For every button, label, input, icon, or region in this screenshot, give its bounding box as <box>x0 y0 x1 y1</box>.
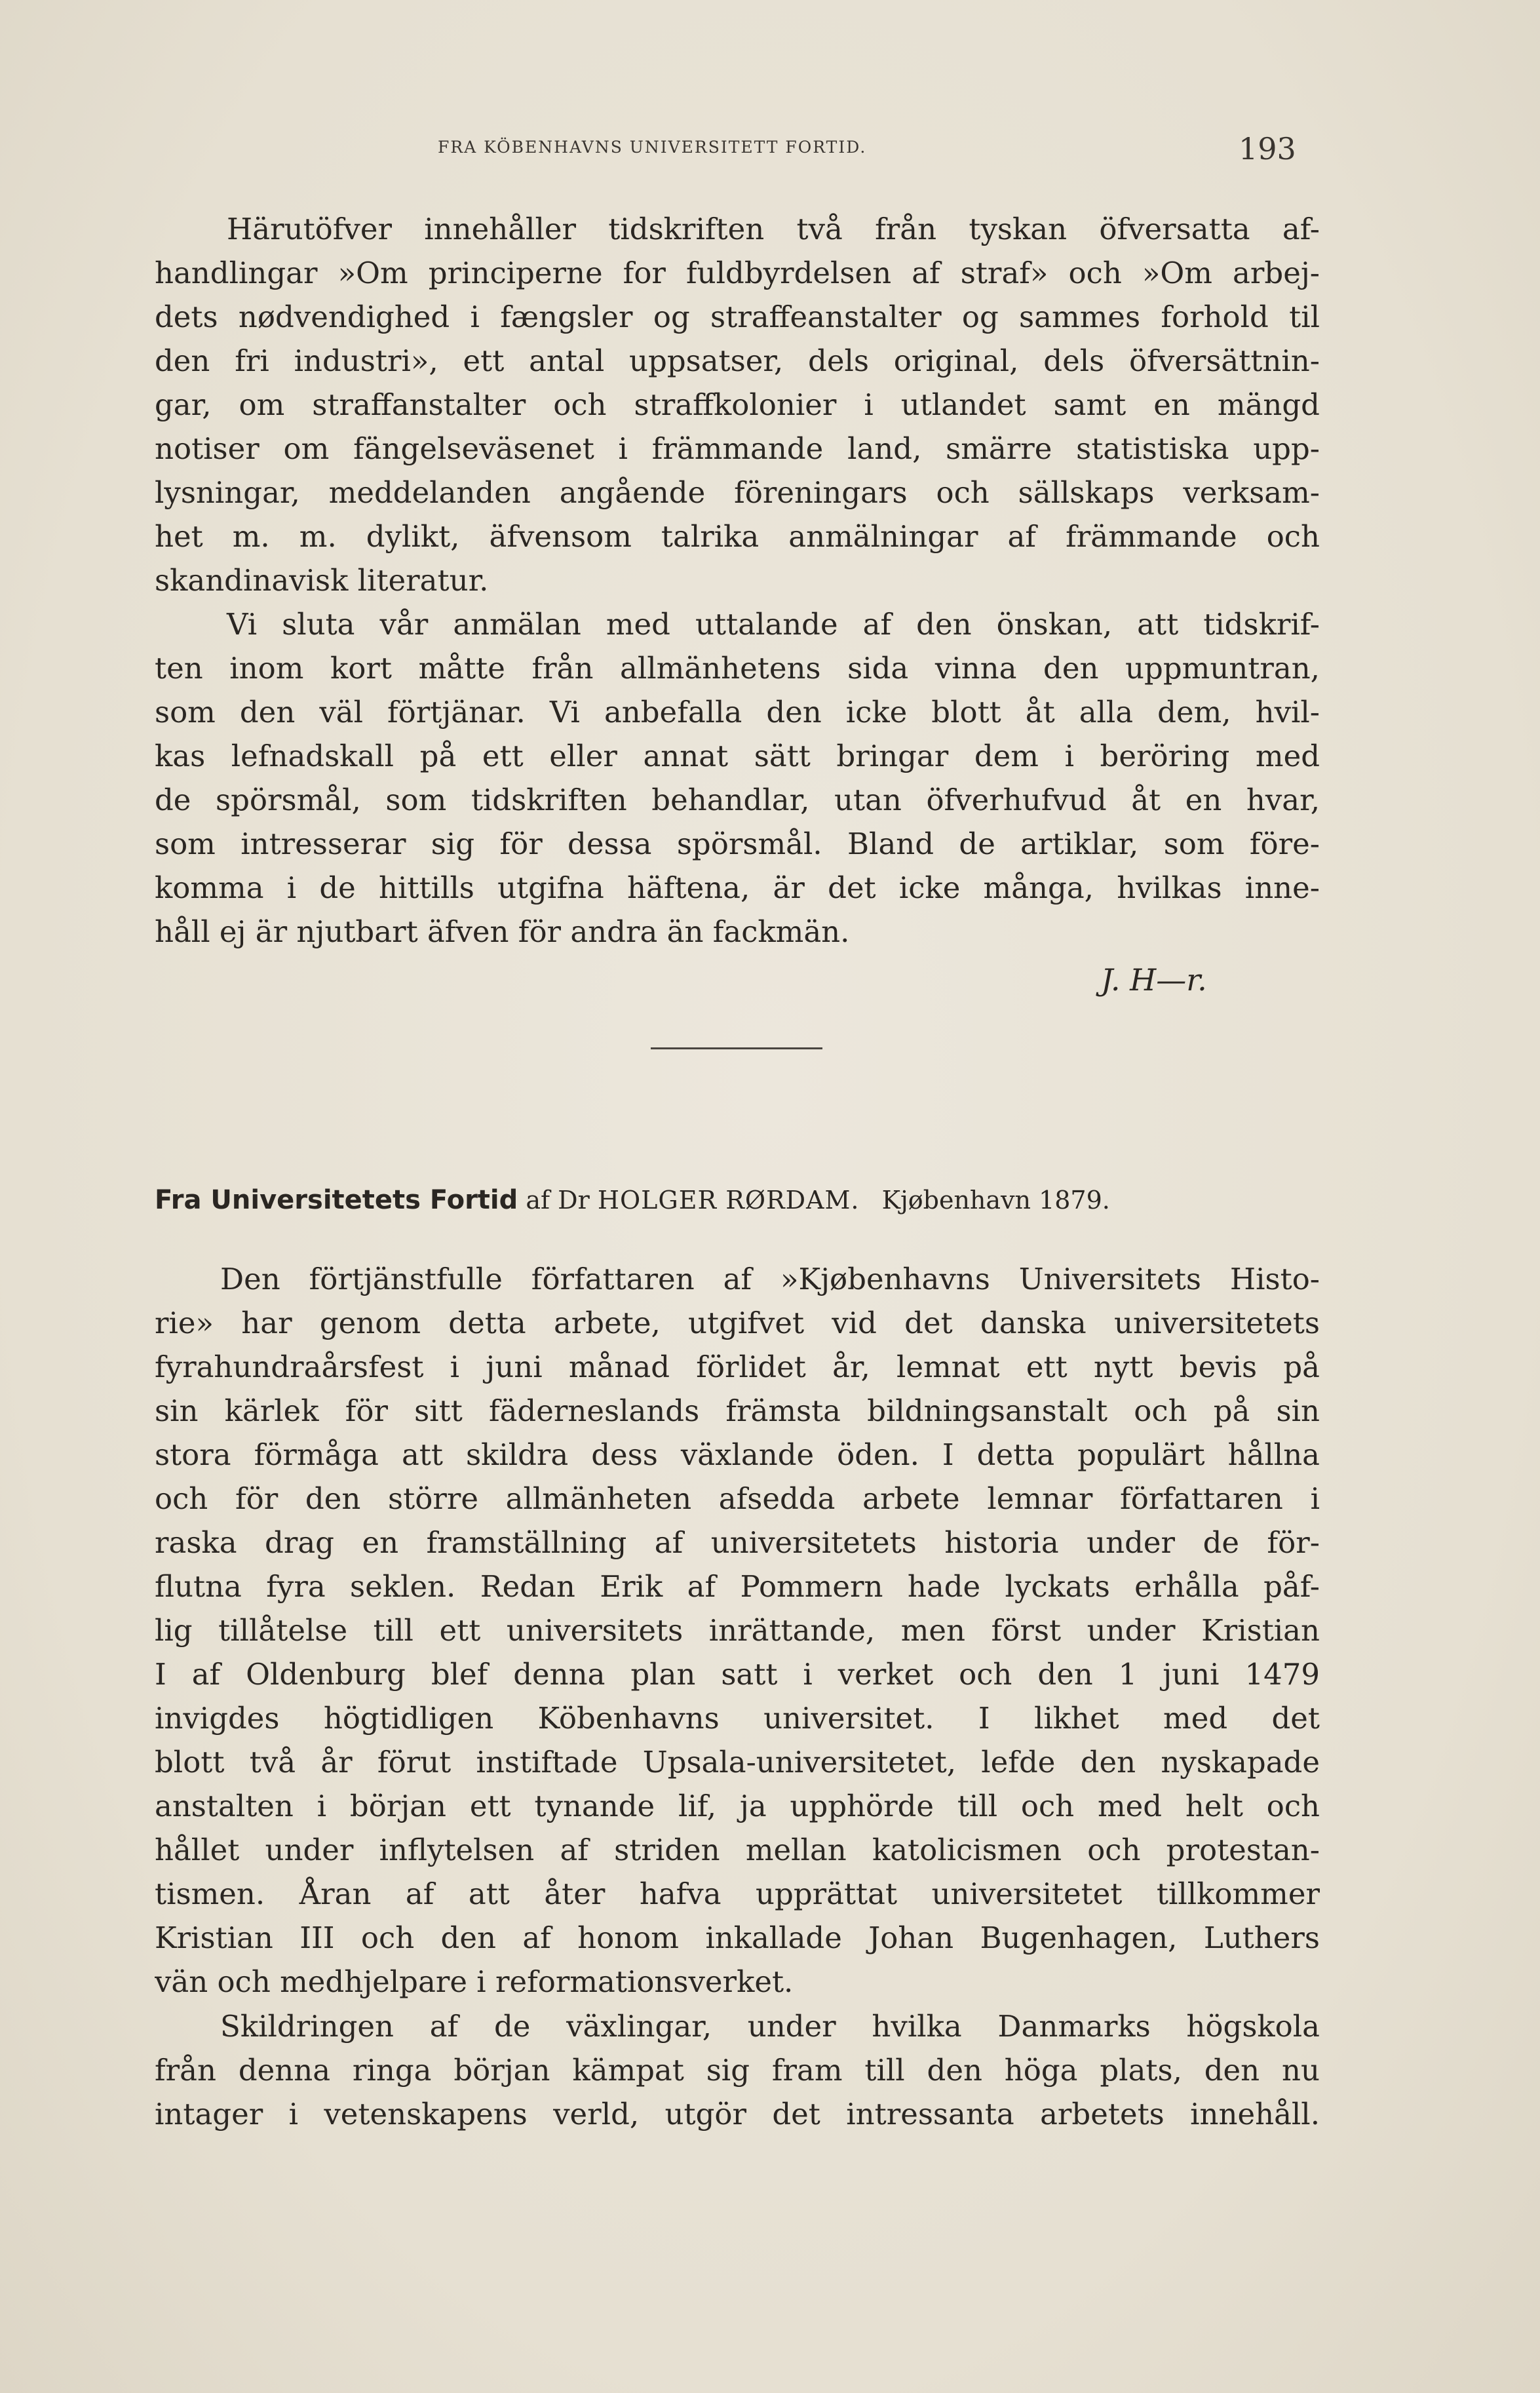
review-title: Fra Universitetets Fortid <box>155 1185 518 1215</box>
text-line: sin kärlek för sitt fäderneslands främsta bildningsanstalt och på sin <box>155 1393 1320 1428</box>
paragraph-4 <box>155 2004 1320 2136</box>
review-by: af Dr <box>526 1186 590 1215</box>
text-line: hållet under inflytelsen af striden mellan katolicismen och protestan- <box>155 1833 1320 1867</box>
text-line: som den väl förtjänar. Vi anbefalla den icke blott åt alla dem, hvil- <box>155 695 1320 730</box>
text-line: blott två år förut instiftade Upsala-universitetet, lefde den nyskapade <box>155 1745 1320 1780</box>
text-line: Den förtjänstfulle författaren af »Kjøbenhavns Universitets Histo- <box>220 1262 1320 1296</box>
text-line: het m. m. dylikt, äfvensom talrika anmälningar af främmande och <box>155 519 1320 554</box>
text-line: skandinavisk literatur. <box>155 563 489 598</box>
running-head: FRA KÖBENHAVNS UNIVERSITETT FORTID. <box>438 138 867 157</box>
text-line: anstalten i början ett tynande lif, ja upphörde till och med helt och <box>155 1789 1320 1823</box>
text-line: komma i de hittills utgifna häftena, är det icke många, hvilkas inne- <box>155 870 1320 905</box>
text-line: rie» har genom detta arbete, utgifvet vid det danska universitetets <box>155 1306 1320 1340</box>
text-line: lysningar, meddelanden angående föreningars och sällskaps verksam- <box>155 475 1320 510</box>
text-line: kas lefnadskall på ett eller annat sätt bringar dem i beröring med <box>155 739 1320 773</box>
text-line: och för den större allmänheten afsedda arbete lemnar författaren i <box>155 1481 1320 1516</box>
text-line: dets nødvendighed i fængsler og straffeanstalter og sammes forhold til <box>155 300 1320 334</box>
text-line: tismen. Åran af att åter hafva upprättat universitetet tillkommer <box>155 1877 1320 1911</box>
paragraph-2 <box>155 602 1320 954</box>
paragraph-1 <box>155 207 1320 602</box>
review-heading <box>155 1185 1110 1215</box>
text-line: lig tillåtelse till ett universitets inrättande, men först under Kristian <box>155 1613 1320 1648</box>
text-line: intager i vetenskapens verld, utgör det intressanta arbetets innehåll. <box>155 2097 1320 2131</box>
text-line: från denna ringa början kämpat sig fram till den höga plats, den nu <box>155 2053 1320 2088</box>
text-line: notiser om fängelseväsenet i främmande land, smärre statistiska upp- <box>155 431 1320 466</box>
text-line: flutna fyra seklen. Redan Erik af Pommern hade lyckats erhålla påf- <box>155 1569 1320 1604</box>
text-line: vän och medhjelpare i reformationsverket. <box>155 1964 794 1999</box>
text-line: gar, om straffanstalter och straffkolonier i utlandet samt en mängd <box>155 387 1320 422</box>
text-line: I af Oldenburg blef denna plan satt i verket och den 1 juni 1479 <box>155 1657 1320 1692</box>
author-signature: J. H—r. <box>1101 962 1207 998</box>
review-place-year: Kjøbenhavn 1879. <box>881 1186 1110 1215</box>
text-line: handlingar »Om principerne for fuldbyrdelsen af straf» och »Om arbej- <box>155 256 1320 290</box>
text-line: Härutöfver innehåller tidskriften två från tyskan öfversatta af- <box>227 212 1320 246</box>
text-line: som intresserar sig för dessa spörsmål. Bland de artiklar, som före- <box>155 827 1320 861</box>
text-line: invigdes högtidligen Köbenhavns universitet. I likhet med det <box>155 1701 1320 1736</box>
text-line: stora förmåga att skildra dess växlande öden. I detta populärt hållna <box>155 1437 1320 1472</box>
text-line: den fri industri», ett antal uppsatser, dels original, dels öfversättnin- <box>155 343 1320 378</box>
section-divider <box>651 1047 822 1049</box>
text-line: fyrahundraårsfest i juni månad förlidet år, lemnat ett nytt bevis på <box>155 1350 1320 1384</box>
text-line: Skildringen af de växlingar, under hvilka Danmarks högskola <box>220 2009 1320 2044</box>
text-line: Vi sluta vår anmälan med uttalande af den önskan, att tidskrif- <box>227 607 1320 642</box>
text-line: ten inom kort måtte från allmänhetens sida vinna den uppmuntran, <box>155 651 1320 686</box>
review-author: HOLGER RØRDAM. <box>597 1186 860 1215</box>
text-line: raska drag en framställning af universitetets historia under de för- <box>155 1525 1320 1560</box>
text-line: de spörsmål, som tidskriften behandlar, utan öfverhufvud åt en hvar, <box>155 783 1320 817</box>
text-line: håll ej är njutbart äfven för andra än fackmän. <box>155 914 850 949</box>
page-number: 193 <box>1239 131 1296 166</box>
paragraph-3 <box>155 1257 1320 2004</box>
text-line: Kristian III och den af honom inkallade Johan Bugenhagen, Luthers <box>155 1920 1320 1955</box>
